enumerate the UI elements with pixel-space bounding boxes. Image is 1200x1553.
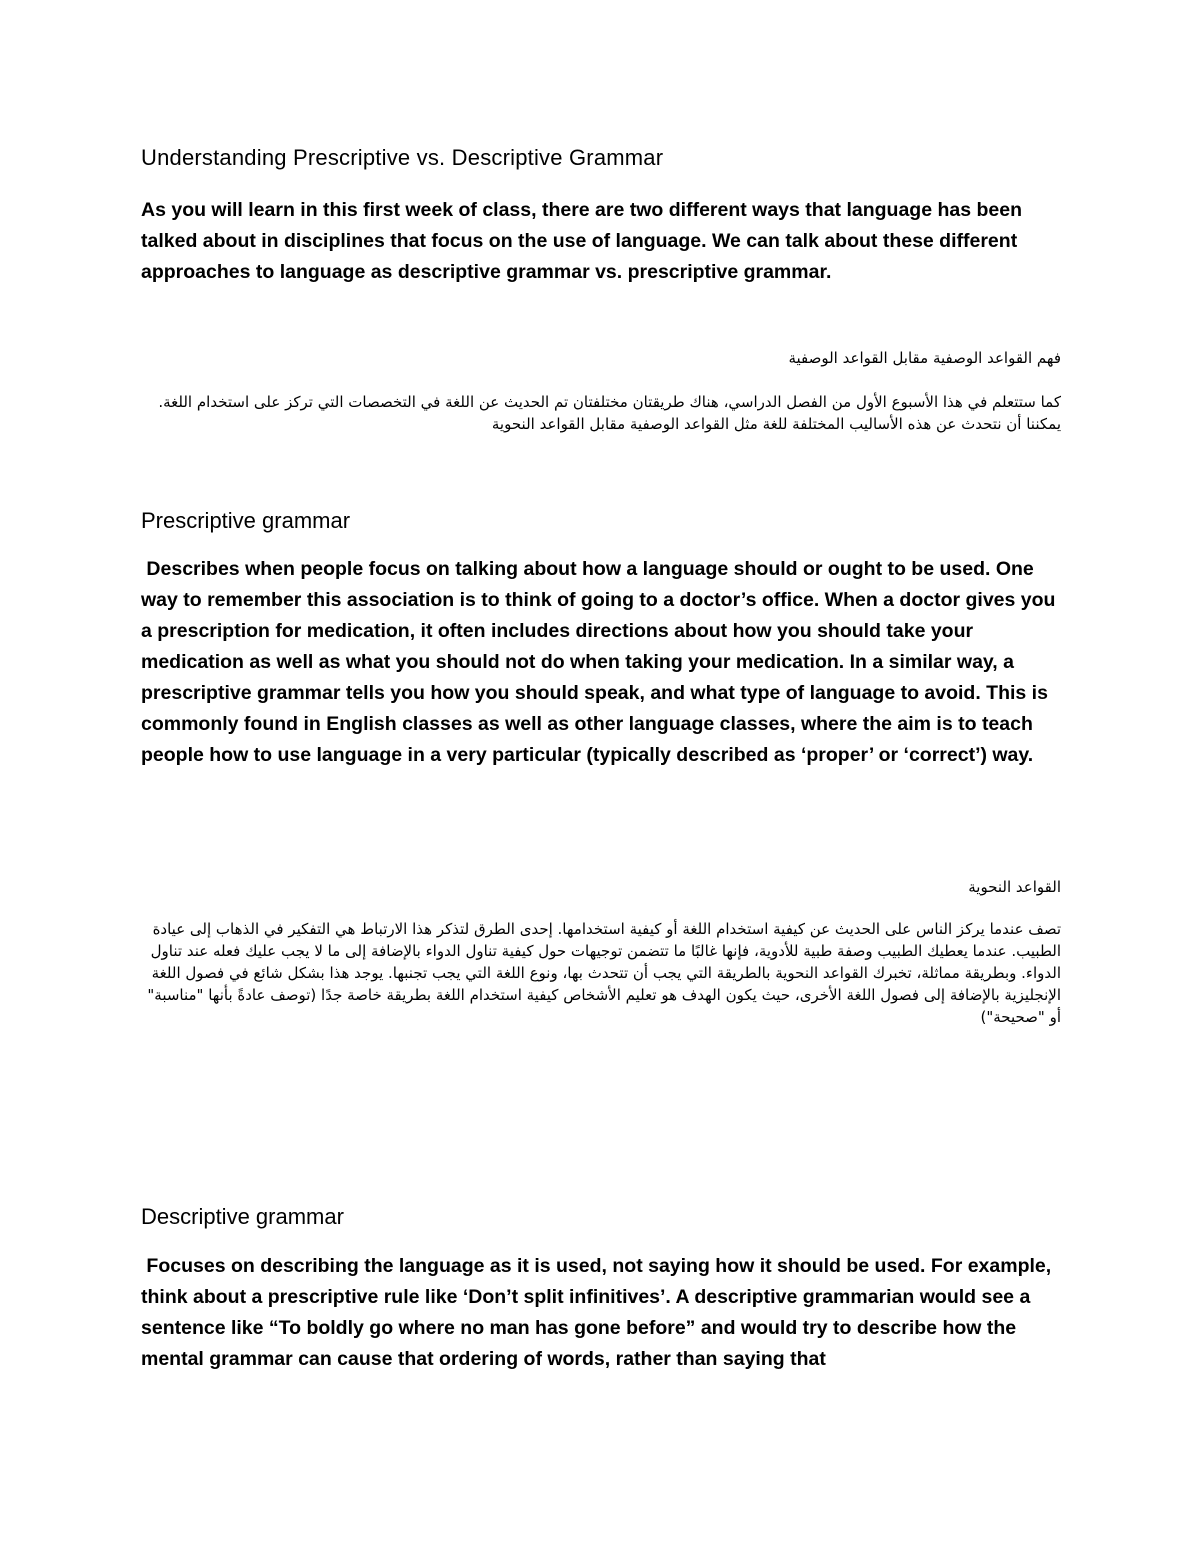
intro-section <box>141 143 1061 173</box>
prescriptive-paragraph-block <box>141 554 1061 771</box>
descriptive-heading: Descriptive grammar <box>141 1204 344 1229</box>
intro-paragraph: As you will learn in this first week of class, there are two different ways that language has been talked about in disciplines that focus on the use of language. We can talk about these different approaches to language as descriptive grammar vs. prescriptive grammar. <box>141 199 1028 283</box>
prescriptive-section <box>141 506 1061 536</box>
prescriptive-heading: Prescriptive grammar <box>141 508 351 533</box>
descriptive-paragraph-block <box>141 1251 1061 1375</box>
page-title: Understanding Prescriptive vs. Descriptive Grammar <box>141 145 664 170</box>
prescriptive-arabic-title: القواعد النحوية <box>968 878 1061 896</box>
intro-paragraph-block <box>141 195 1061 288</box>
descriptive-section <box>141 1202 1061 1232</box>
descriptive-paragraph: Focuses on describing the language as it is used, not saying how it should be used. For example, think about a prescriptive rule like ‘Don’t split infinitives’. A descriptive grammarian would see a sentence like “To boldly go where no man has gone before” and would try to describe how the mental grammar can cause that ordering of words, rather than saying that <box>141 1255 1057 1370</box>
prescriptive-arabic-paragraph: تصف عندما يركز الناس على الحديث عن كيفية استخدام اللغة أو كيفية استخدامها. إحدى الطرق لتذكر هذا الارتباط هي التفكير في الذهاب إلى عيادة الطبيب. عندما يعطيك الطبيب وصفة طبية للأدوية، فإنها غالبًا ما تتضمن توجيهات حول كيفية تناول الدواء بالإضافة إلى ما لا يجب عليك فعله عند تناول الدواء. وبطريقة مماثلة، تخبرك القواعد النحوية بالطريقة التي يجب أن تتحدث بها، ونوع اللغة التي يجب تجنبها. يوجد هذا بشكل شائع في فصول اللغة الإنجليزية بالإضافة إلى فصول اللغة الأخرى، حيث يكون الهدف هو تعليم الأشخاص كيفية استخدام اللغة بطريقة خاصة جدًا (توصف عادةً بأنها "مناسبة" أو "صحيحة") <box>147 920 1061 1026</box>
intro-arabic-title: فهم القواعد الوصفية مقابل القواعد الوصفية <box>788 349 1061 367</box>
intro-arabic-paragraph: كما ستتعلم في هذا الأسبوع الأول من الفصل الدراسي، هناك طريقتان مختلفتان تم الحديث عن اللغة في التخصصات التي تركز على استخدام اللغة. يمكننا أن نتحدث عن هذه الأساليب المختلفة للغة مثل القواعد الوصفية مقابل القواعد النحوية <box>158 393 1061 433</box>
prescriptive-paragraph: Describes when people focus on talking about how a language should or ought to be used. One way to remember this association is to think of going to a doctor’s office. When a doctor gives you a prescription for medication, it often includes directions about how you should take your medication as well as what you should not do when taking your medication. In a similar way, a prescriptive grammar tells you how you should speak, and what type of language to avoid. This is commonly found in English classes as well as other language classes, where the aim is to teach people how to use language in a very particular (typically described as ‘proper’ or ‘correct’) way. <box>141 558 1061 766</box>
